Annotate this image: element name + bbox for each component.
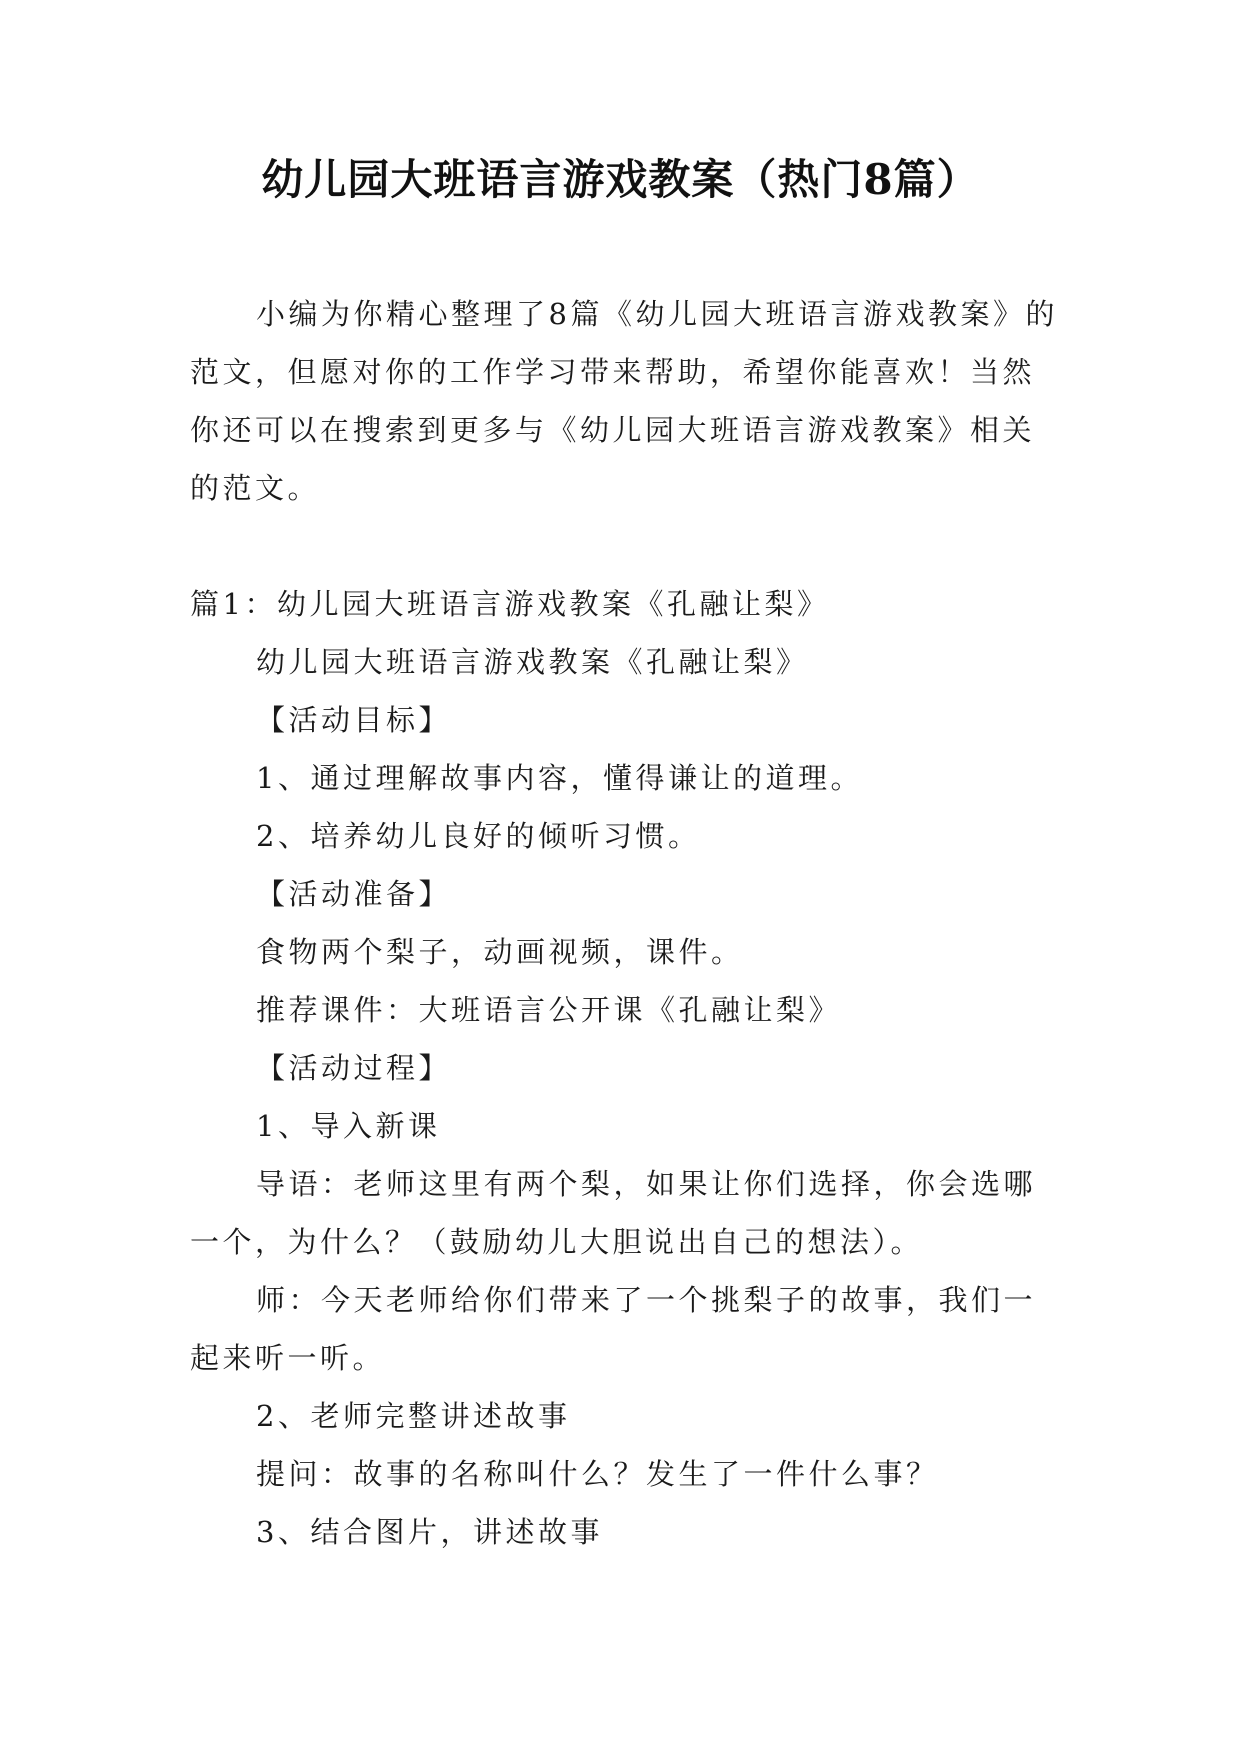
- prep-item-2: 推荐课件：大班语言公开课《孔融让梨》: [256, 993, 842, 1027]
- step-2-heading: 2、老师完整讲述故事: [256, 1399, 571, 1433]
- document-title: 幼儿园大班语言游戏教案（热门8篇）: [261, 155, 980, 204]
- goal-item-1: 1、通过理解故事内容，懂得谦让的道理。: [256, 761, 863, 795]
- step-1-heading: 1、导入新课: [256, 1109, 441, 1143]
- goal-item-2: 2、培养幼儿良好的倾听习惯。: [256, 819, 701, 853]
- section-heading: 篇1：幼儿园大班语言游戏教案《孔融让梨》: [190, 587, 830, 621]
- intro-paragraph: 小编为你精心整理了8篇《幼儿园大班语言游戏教案》的范文，但愿对你的工作学习带来帮助，希望你能喜欢！当然你还可以在搜索到更多与《幼儿园大班语言游戏教案》相关的范文。: [190, 297, 1058, 505]
- step-1-paragraph: 导语：老师这里有两个梨，如果让你们选择，你会选哪一个，为什么？（鼓励幼儿大胆说出自己的想法）。: [190, 1167, 1037, 1259]
- section-subtitle: 幼儿园大班语言游戏教案《孔融让梨》: [256, 645, 809, 679]
- step-2-paragraph: 提问：故事的名称叫什么？发生了一件什么事？: [256, 1457, 939, 1491]
- step-1-paragraph-2: 师：今天老师给你们带来了一个挑梨子的故事，我们一起来听一听。: [190, 1283, 1037, 1375]
- goal-label: 【活动目标】: [256, 703, 452, 737]
- prep-item-1: 食物两个梨子，动画视频，课件。: [256, 935, 744, 969]
- step-3-heading: 3、结合图片，讲述故事: [256, 1515, 603, 1549]
- process-label: 【活动过程】: [256, 1051, 452, 1085]
- prep-label: 【活动准备】: [256, 877, 452, 911]
- document-body: [190, 285, 1060, 1561]
